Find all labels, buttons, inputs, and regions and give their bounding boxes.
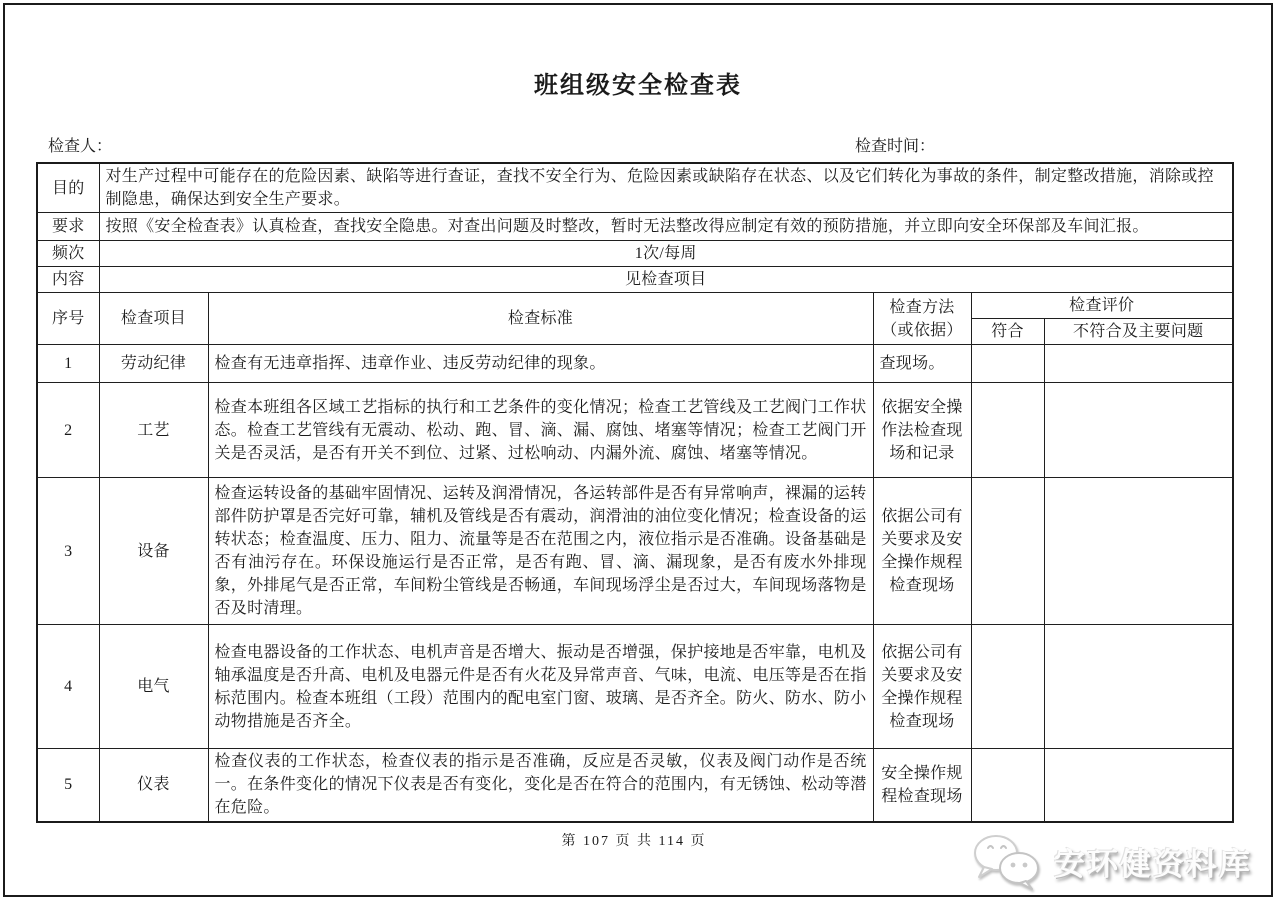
watermark xyxy=(964,831,1252,891)
row-seq: 4 xyxy=(37,625,99,749)
row-seq: 1 xyxy=(37,345,99,383)
wechat-logo-icon xyxy=(970,831,1044,891)
meta-value-requirement: 按照《安全检查表》认真检查，查找安全隐患。对查出问题及时整改，暂时无法整改得应制定有效的预防措施，并立即向安全环保部及车间汇报。 xyxy=(99,213,1233,241)
row-nonconform-cell xyxy=(1044,345,1233,383)
header-method xyxy=(873,293,971,345)
row-conform-cell xyxy=(971,345,1044,383)
header-nonconform: 不符合及主要问题 xyxy=(1044,319,1233,345)
meta-label-frequency: 频次 xyxy=(37,241,99,267)
page-number: 第 107 页 共 114 页 xyxy=(561,833,707,849)
table-row xyxy=(37,163,1233,213)
page-title: 班组级安全检查表 xyxy=(534,73,742,99)
row-item: 劳动纪律 xyxy=(99,345,208,383)
header-method-line2: （或依据） xyxy=(881,321,963,339)
row-nonconform-cell xyxy=(1044,625,1233,749)
row-seq: 3 xyxy=(37,478,99,625)
table-row xyxy=(37,267,1233,293)
row-standard: 检查电器设备的工作状态、电机声音是否增大、振动是否增强，保护接地是否牢靠，电机及轴承温度是否升高、电机及电器元件是否有火花及异常声音、气味，电流、电压等是否在指标范围内。检查本班组（工段）范围内的配电室门窗、玻璃、是否齐全。防火、防水、防小动物措施是否齐全。 xyxy=(208,625,873,749)
meta-label-content: 内容 xyxy=(37,267,99,293)
row-seq: 2 xyxy=(37,383,99,478)
table-row xyxy=(37,383,1233,478)
row-seq: 5 xyxy=(37,749,99,822)
row-conform-cell xyxy=(971,749,1044,822)
row-method: 依据公司有关要求及安全操作规程检查现场 xyxy=(873,478,971,625)
table-row xyxy=(37,241,1233,267)
row-standard: 检查仪表的工作状态，检查仪表的指示是否准确，反应是否灵敏，仪表及阀门动作是否统一。在条件变化的情况下仪表是否有变化，变化是否在符合的范围内，有无锈蚀、松动等潜在危险。 xyxy=(208,749,873,822)
table-header-row xyxy=(37,293,1233,319)
row-method: 安全操作规程检查现场 xyxy=(873,749,971,822)
row-method: 依据公司有关要求及安全操作规程检查现场 xyxy=(873,625,971,749)
document-page xyxy=(3,3,1273,897)
table-row xyxy=(37,478,1233,625)
watermark-text: 安环健资料库 xyxy=(1054,846,1252,882)
meta-label-purpose: 目的 xyxy=(37,163,99,213)
table-row xyxy=(37,625,1233,749)
meta-label-requirement: 要求 xyxy=(37,213,99,241)
header-standard: 检查标准 xyxy=(208,293,873,345)
row-standard: 检查本班组各区域工艺指标的执行和工艺条件的变化情况；检查工艺管线及工艺阀门工作状态。检查工艺管线有无震动、松动、跑、冒、滴、漏、腐蚀、堵塞等情况；检查工艺阀门开关是否灵活，是否有开关不到位、过紧、过松响动、内漏外流、腐蚀、堵塞等情况。 xyxy=(208,383,873,478)
meta-value-purpose: 对生产过程中可能存在的危险因素、缺陷等进行查证，查找不安全行为、危险因素或缺陷存在状态、以及它们转化为事故的条件，制定整改措施，消除或控制隐患，确保达到安全生产要求。 xyxy=(99,163,1233,213)
row-nonconform-cell xyxy=(1044,478,1233,625)
row-nonconform-cell xyxy=(1044,383,1233,478)
row-conform-cell xyxy=(971,383,1044,478)
row-method: 查现场。 xyxy=(873,345,971,383)
header-conform: 符合 xyxy=(971,319,1044,345)
row-method: 依据安全操作法检查现场和记录 xyxy=(873,383,971,478)
inspector-row xyxy=(5,133,1271,155)
header-method-line1: 检查方法 xyxy=(889,298,955,316)
row-item: 工艺 xyxy=(99,383,208,478)
meta-value-frequency: 1次/每周 xyxy=(99,241,1233,267)
row-standard: 检查运转设备的基础牢固情况、运转及润滑情况，各运转部件是否有异常响声，裸漏的运转部件防护罩是否完好可靠，辅机及管线是否有震动，润滑油的油位变化情况；检查设备的运转状态；检查温度、压力、阻力、流量等是否在范围之内，液位指示是否准确。设备基础是否有油污存在。环保设施运行是否正常，是否有跑、冒、滴、漏现象，是否有废水外排现象，外排尾气是否正常，车间粉尘管线是否畅通，车间现场浮尘是否过大，车间现场落物是否及时清理。 xyxy=(208,478,873,625)
row-item: 仪表 xyxy=(99,749,208,822)
row-conform-cell xyxy=(971,625,1044,749)
row-conform-cell xyxy=(971,478,1044,625)
row-standard: 检查有无违章指挥、违章作业、违反劳动纪律的现象。 xyxy=(208,345,873,383)
table-row xyxy=(37,345,1233,383)
table-row xyxy=(37,749,1233,822)
header-item: 检查项目 xyxy=(99,293,208,345)
header-evaluation: 检查评价 xyxy=(971,293,1233,319)
row-item: 设备 xyxy=(99,478,208,625)
row-nonconform-cell xyxy=(1044,749,1233,822)
table-row xyxy=(37,213,1233,241)
inspector-label: 检查人： xyxy=(48,138,113,155)
inspection-sheet-table xyxy=(36,162,1234,823)
row-item: 电气 xyxy=(99,625,208,749)
inspection-time-label: 检查时间： xyxy=(855,138,936,155)
meta-value-content: 见检查项目 xyxy=(99,267,1233,293)
header-seq: 序号 xyxy=(37,293,99,345)
